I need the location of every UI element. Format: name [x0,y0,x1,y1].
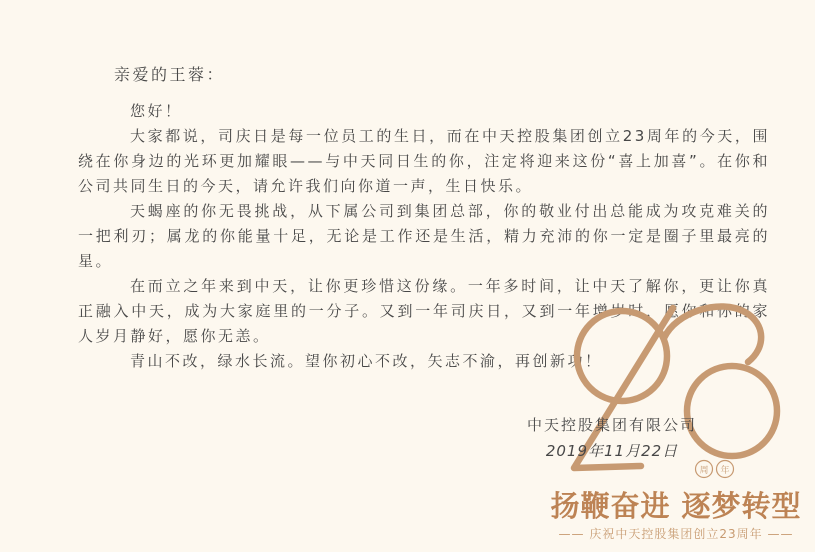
seal-char-nian: 年 [720,466,730,476]
anniversary-seal-icon [696,461,734,478]
seal-char-zhou: 周 [699,466,709,476]
digit-3-top-icon [664,306,761,362]
anniversary-slogan: 扬鞭奋进 逐梦转型 [550,489,802,523]
letter-paragraph: 青山不改，绿水长流。望你初心不改，矢志不渝，再创新功！ [130,352,603,370]
signature-company: 中天控股集团有限公司 [526,416,697,434]
signature-block [498,414,726,462]
signature-date: 2019年11月22日 [545,442,679,460]
anniversary-tagline: —— 庆祝中天控股集团创立23周年 —— [558,527,794,541]
letter-paragraph: 天蝎座的你无畏挑战，从下属公司到集团总部，你的敬业付出总能成为攻克难关的一把利刃；属龙的你能量十足，无论是工作还是生活，精力充沛的你一定是圈子里最亮的星。 [78,202,770,270]
letter-paragraph: 在而立之年来到中天，让你更珍惜这份缘。一年多时间，让中天了解你，更让你真正融入中天，成为大家庭里的一分子。又到一年司庆日，又到一年增岁时，愿你和你的家人岁月静好，愿你无恙。 [78,277,770,345]
letter-salutation: 亲爱的王蓉： [114,65,226,84]
letter-paragraph: 大家都说，司庆日是每一位员工的生日，而在中天控股集团创立23周年的今天，围绕在你身边的光环更加耀眼——与中天同日生的你，注定将迎来这份“喜上加喜”。在你和公司共同生日的今天，请允许我们向你道一声，生日快乐。 [78,127,770,195]
letter-greeting: 您好！ [130,102,183,120]
